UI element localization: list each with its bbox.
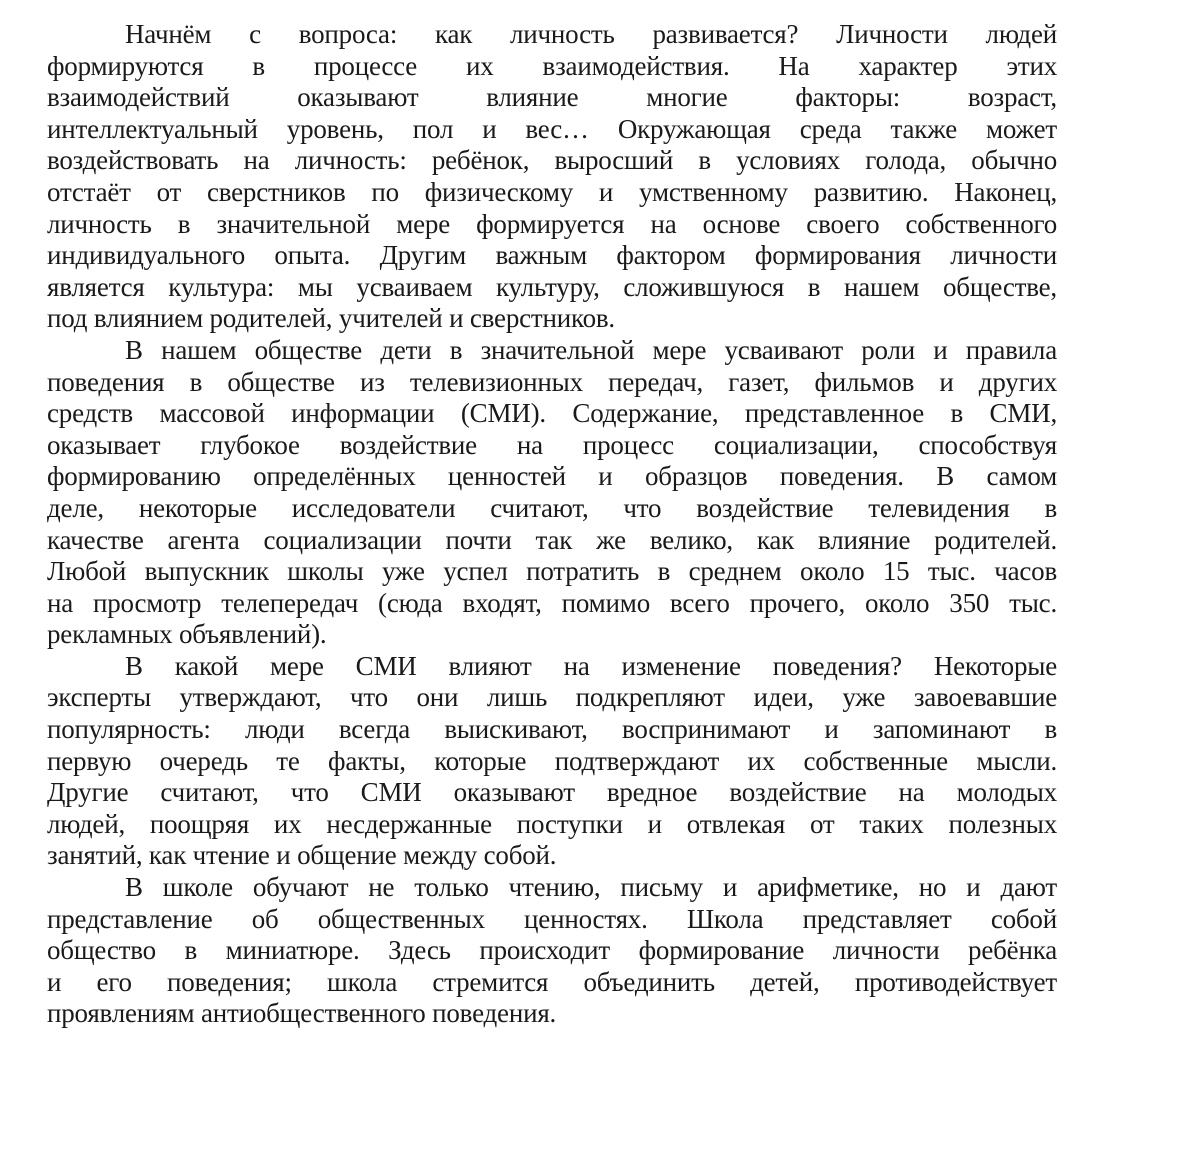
text-line: взаимодействий оказывают влияние многие факторы: возраст, [47, 82, 1057, 113]
text-line: Любой выпускник школы уже успел потратить в среднем около 15 тыс. часов [47, 556, 1057, 587]
text-line: эксперты утверждают, что они лишь подкрепляют идеи, уже завоевавшие [47, 682, 1057, 713]
paragraph-personality-development [47, 19, 1057, 335]
text-line: и его поведения; школа стремится объединить детей, противодействует [47, 966, 1057, 997]
text-line: В школе обучают не только чтению, письму и арифметике, но и дают [125, 872, 1057, 903]
text-line: общество в миниатюре. Здесь происходит формирование личности ребёнка [47, 935, 1057, 966]
text-line: личность в значительной мере формируется на основе своего собственного [47, 208, 1057, 239]
text-line: отстаёт от сверстников по физическому и умственному развитию. Наконец, [47, 176, 1057, 207]
text-line: Другие считают, что СМИ оказывают вредное воздействие на молодых [47, 777, 1057, 808]
text-line: является культура: мы усваиваем культуру, сложившуюся в нашем обществе, [47, 271, 1057, 302]
paragraph-mass-media [47, 335, 1057, 651]
text-line: популярность: люди всегда выискивают, воспринимают и запоминают в [47, 714, 1057, 745]
text-line: формируются в процессе их взаимодействия. На характер этих [47, 50, 1057, 81]
text-line: средств массовой информации (СМИ). Содержание, представленное в СМИ, [47, 398, 1057, 429]
text-line: В нашем обществе дети в значительной мере усваивают роли и правила [125, 334, 1057, 365]
text-line: формированию определённых ценностей и образцов поведения. В самом [47, 461, 1057, 492]
text-line: качестве агента социализации почти так же велико, как влияние родителей. [47, 524, 1057, 555]
text-line: В какой мере СМИ влияют на изменение поведения? Некоторые [125, 650, 1057, 681]
text-line: первую очередь те факты, которые подтверждают их собственные мысли. [47, 745, 1057, 776]
text-line: занятий, как чтение и общение между собой. [47, 840, 557, 871]
text-line: рекламных объявлений). [47, 619, 327, 650]
text-line: индивидуального опыта. Другим важным фактором формирования личности [47, 240, 1057, 271]
text-line: воздействовать на личность: ребёнок, выросший в условиях голода, обычно [47, 145, 1057, 176]
text-line: под влиянием родителей, учителей и сверстников. [47, 303, 615, 334]
text-line: деле, некоторые исследователи считают, что воздействие телевидения в [47, 492, 1057, 523]
document-page [47, 19, 1057, 1030]
text-line: оказывает глубокое воздействие на процесс социализации, способствуя [47, 429, 1057, 460]
paragraph-media-influence [47, 651, 1057, 872]
text-line: Начнём с вопроса: как личность развивается? Личности людей [125, 19, 1057, 49]
text-line: интеллектуальный уровень, пол и вес… Окружающая среда также может [47, 113, 1057, 144]
text-line: представление об общественных ценностях. Школа представляет собой [47, 903, 1057, 934]
paragraph-school [47, 872, 1057, 1030]
text-line: людей, поощряя их несдержанные поступки и отвлекая от таких полезных [47, 808, 1057, 839]
text-line: на просмотр телепередач (сюда входят, помимо всего прочего, около 350 тыс. [47, 587, 1057, 618]
text-line: поведения в обществе из телевизионных передач, газет, фильмов и других [47, 366, 1057, 397]
text-line: проявлениям антиобщественного поведения. [47, 998, 557, 1029]
